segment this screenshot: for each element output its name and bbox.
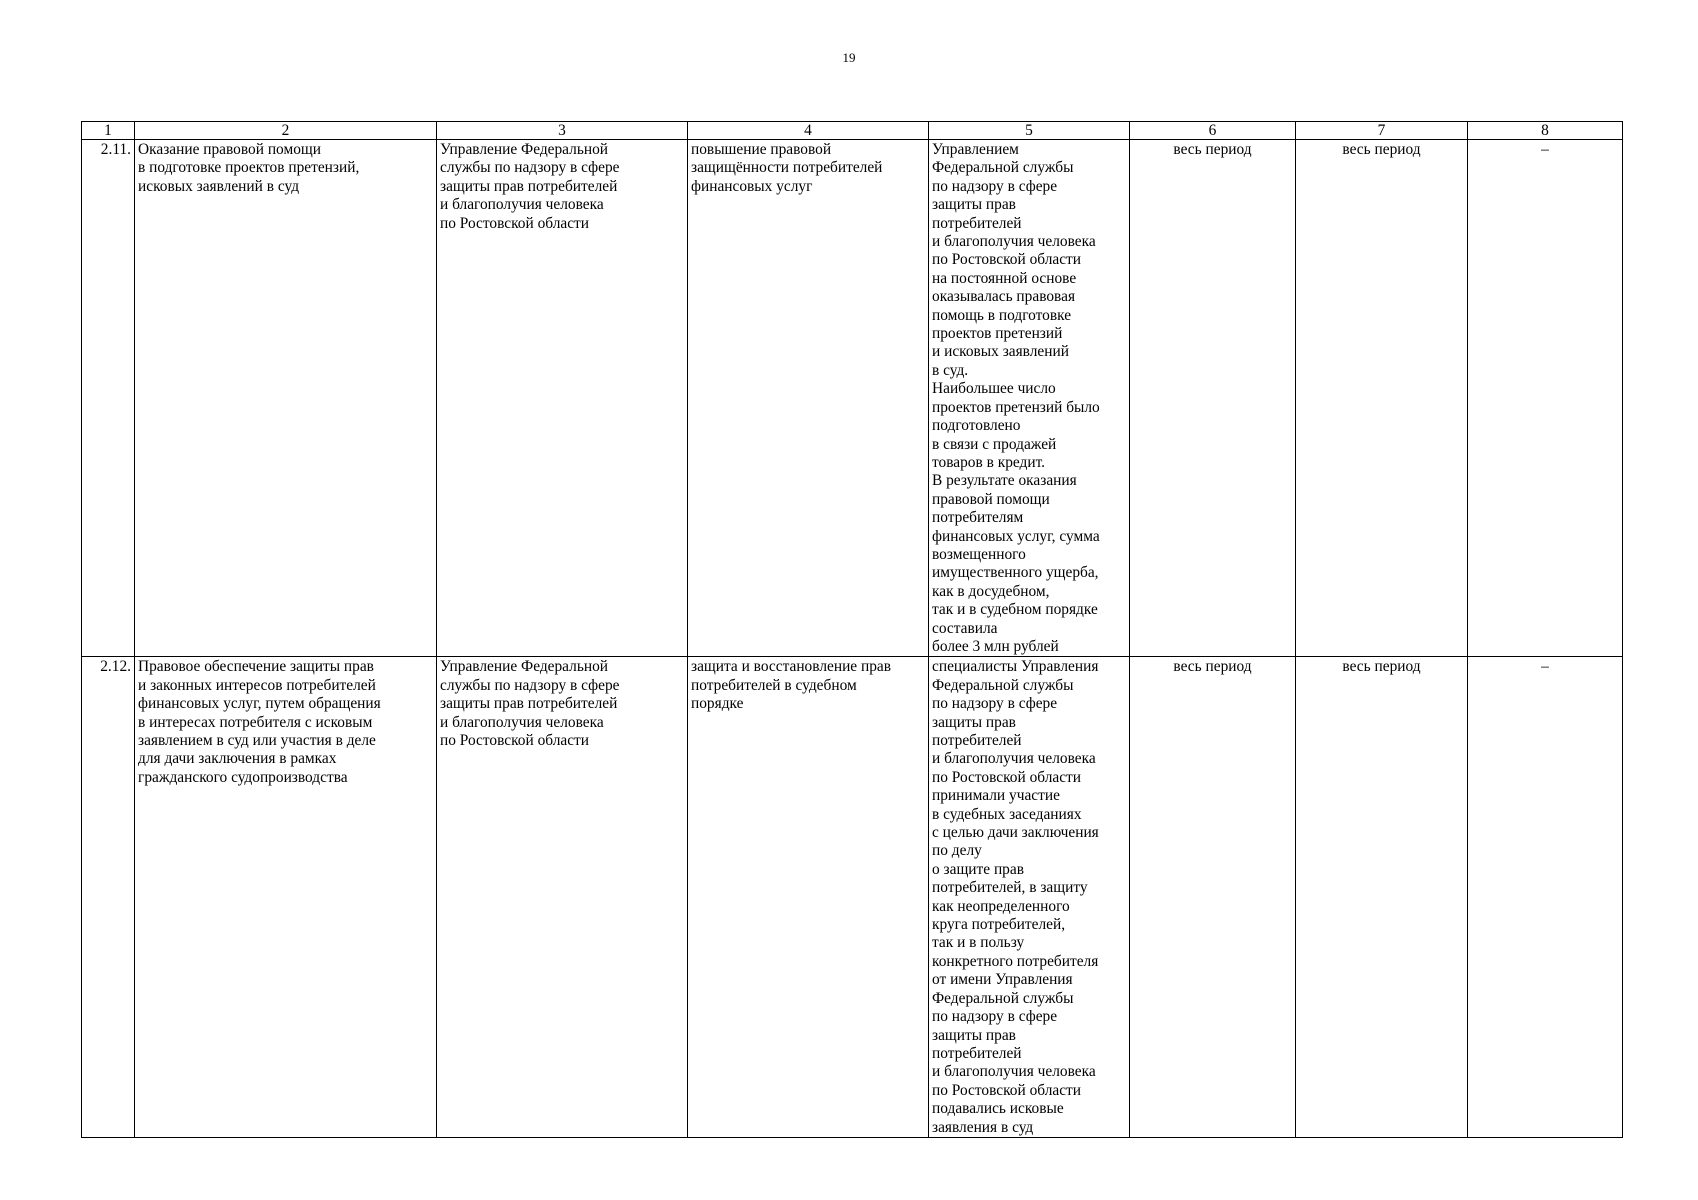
table-row [82, 657, 1623, 1138]
table-header-row [82, 122, 1623, 140]
executor-cell: Управление Федеральной службы по надзору в сфере защиты прав потребителей и благополучия человека по Ростовской области [437, 140, 688, 657]
period-cell: весь период [1130, 657, 1296, 1138]
column-header: 7 [1296, 122, 1468, 140]
column-header: 2 [135, 122, 437, 140]
column-header: 3 [437, 122, 688, 140]
goal-cell: защита и восстановление прав потребителей в судебном порядке [688, 657, 929, 1138]
page-number: 19 [842, 50, 856, 65]
period-cell: весь период [1130, 140, 1296, 657]
column-header: 5 [929, 122, 1130, 140]
column-header: 6 [1130, 122, 1296, 140]
executor-cell: Управление Федеральной службы по надзору в сфере защиты прав потребителей и благополучия человека по Ростовской области [437, 657, 688, 1138]
period-cell: весь период [1296, 140, 1468, 657]
row-number: 2.12. [82, 657, 135, 1138]
column-header: 4 [688, 122, 929, 140]
plan-table [81, 121, 1623, 1138]
dash-cell: – [1468, 140, 1623, 657]
row-number: 2.11. [82, 140, 135, 657]
column-header: 8 [1468, 122, 1623, 140]
period-cell: весь период [1296, 657, 1468, 1138]
result-cell: Управлением Федеральной службы по надзору в сфере защиты прав потребителей и благополучия человека по Ростовской области на постоянной основе оказывалась правовая помощь в подготовке проектов претензий и исковых заявлений в суд. Наибольшее число проектов претензий было подготовлено в связи с продажей товаров в кредит. В результате оказания правовой помощи потребителям финансовых услуг, сумма возмещенного имущественного ущерба, как в досудебном, так и в судебном порядке составила более 3 млн рублей [929, 140, 1130, 657]
result-cell: специалисты Управления Федеральной службы по надзору в сфере защиты прав потребителей и благополучия человека по Ростовской области принимали участие в судебных заседаниях с целью дачи заключения по делу о защите прав потребителей, в защиту как неопределенного круга потребителей, так и в пользу конкретного потребителя от имени Управления Федеральной службы по надзору в сфере защиты прав потребителей и благополучия человека по Ростовской области подавались исковые заявления в суд [929, 657, 1130, 1138]
activity-cell: Правовое обеспечение защиты прав и законных интересов потребителей финансовых услуг, путем обращения в интересах потребителя с исковым заявлением в суд или участия в деле для дачи заключения в рамках гражданского судопроизводства [135, 657, 437, 1138]
activity-cell: Оказание правовой помощи в подготовке проектов претензий, исковых заявлений в суд [135, 140, 437, 657]
goal-cell: повышение правовой защищённости потребителей финансовых услуг [688, 140, 929, 657]
dash-cell: – [1468, 657, 1623, 1138]
table-row [82, 140, 1623, 657]
column-header: 1 [82, 122, 135, 140]
